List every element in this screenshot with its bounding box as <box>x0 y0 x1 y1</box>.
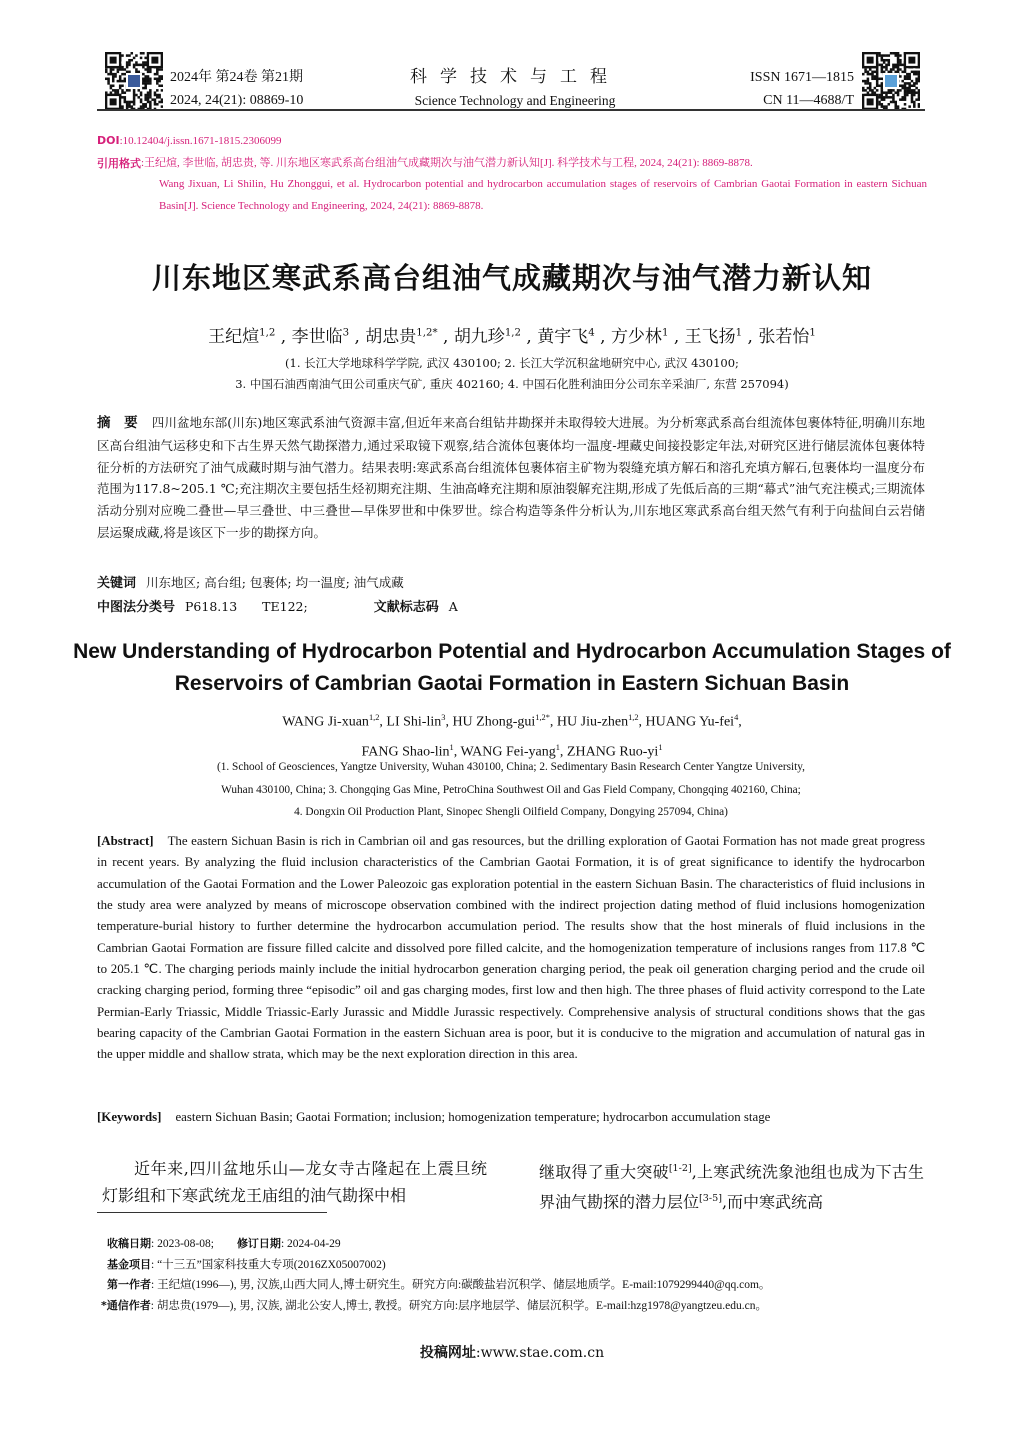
footnote-corresponding <box>101 1296 770 1317</box>
author-name: 王飞扬 <box>684 327 736 347</box>
author-name: 张若怡 <box>758 327 810 347</box>
corresponding-text: : 胡忠贵(1979—), 男, 汉族, 湖北公安人,博士, 教授。研究方向:层序地层学、储层沉积学。E-mail:hzg1978@yangtzeu.edu.cn。 <box>150 1299 767 1312</box>
author-affiliation-mark: 1 <box>658 742 663 752</box>
classification <box>97 596 458 615</box>
author-name: 王纪煊 <box>208 327 260 347</box>
journal-name-en: Science Technology and Engineering <box>414 93 616 108</box>
abstract-en <box>97 831 925 1066</box>
reference-link[interactable]: [1-2] <box>668 1163 692 1174</box>
corresponding-label: *通信作者 <box>101 1298 151 1312</box>
author-affiliation-mark: 1,2 <box>504 327 522 339</box>
footnote-fund <box>107 1255 770 1276</box>
revised-date: : 2024-04-29 <box>280 1238 341 1250</box>
author-name: 黄宇飞 <box>537 327 589 347</box>
author-name: ZHANG Ruo-yi <box>566 744 659 760</box>
citation-block <box>97 130 927 217</box>
received-date: : 2023-08-08; <box>151 1238 237 1250</box>
cite-label: 引用格式 <box>97 156 141 170</box>
author-name: 方少林 <box>610 327 662 347</box>
first-author-label: 第一作者 <box>107 1278 151 1291</box>
journal-name-cn: 科学技术与工程 <box>410 67 620 86</box>
author-name: WANG Fei-yang <box>460 744 556 760</box>
author-affiliation-mark: 1,2 <box>628 713 639 722</box>
body-text: 继取得了重大突破 <box>539 1162 669 1182</box>
author-affiliation-mark: 1 <box>555 742 560 752</box>
header-rule <box>97 109 925 111</box>
submission-url[interactable]: :www.stae.com.cn <box>475 1345 605 1361</box>
abstract-cn-text: 四川盆地东部(川东)地区寒武系油气资源丰富,但近年来高台组钻井勘探并未取得较大进展。为分析寒武系高台组流体包裹体特征,明确川东地区高台组油气运移史和下古生界天然气勘探潜力,通过采取镜下观察,结合流体包裹体均一温度-埋藏史间接投影定年法,对研究区进行储层流体包裹体特征分析的方法研究了油气成藏时期与油气潜力。结果表明:寒武系高台组流体包裹体宿主矿物为裂缝充填方解石和溶孔充填方解石,包裹体均一温度分布范围为117.8~205.1 ℃;充注期次主要包括生烃初期充注期、生油高峰充注期和原油裂解充注期,形成了先低后高的三期“幕式”油气充注模式;三期流体活动分别对应晚二叠世—早三叠世、中三叠世—早侏罗世和中侏罗世。综合构造等条件分析认为,川东地区寒武系高台组天然气有利于向盐间白云岩储层运聚成藏,将是该区下一步的勘探方向。 <box>97 415 926 540</box>
journal-name <box>380 62 650 109</box>
author-affiliation-mark: 4 <box>734 713 739 722</box>
revised-label: 修订日期 <box>236 1237 281 1250</box>
footnote-dates <box>107 1234 770 1255</box>
fund-text: : “十三五”国家科技重大专项(2016ZX05007002) <box>151 1258 386 1271</box>
abstract-en-text: The eastern Sichuan Basin is rich in Cambrian oil and gas resources, but the drilling exploration of Gaotai Formation has not made great progress in recent years. By analyzing the fluid inclusion characteristics of the Cambrian Gaotai Formation, it is of great significance to identify the hydrocarbon accumulation of the Gaotai Formation and the Lower Paleozoic gas exploration potential in the eastern Sichuan Basin. The characteristics of fluid inclusions in the study area were analyzed by means of microscope observation combined with the indirect projection dating method of fluid inclusions homogenization temperature-burial history to further determine the hydrocarbon accumulation period. The results show that the host minerals of fluid inclusions in the Cambrian Gaotai Formation are fissure filled calcite and dissolved pore filled calcite, and the homogenization temperature of inclusions ranges from 117.8 ℃ to 205.1 ℃. The charging periods mainly include the initial hydrocarbon generation charging period, the peak oil generation charging period and the crude oil cracking charging period, forming three “episodic” oil and gas charging modes, first low and then high. The three phases of fluid activity correspond to the Late Permian-Early Triassic, Middle Triassic-Early Jurassic and Middle Jurassic respectively. Comprehensive analysis of structural conditions shows that the gas bearing capacity of the Cambrian Gaotai Formation in the eastern Sichuan area is poor, but it is conducive to the migration and accumulation of natural gas in the upper middle and shallow strata, which may be the next exploration direction in this area. <box>97 834 925 1062</box>
author-name: 胡九珍 <box>453 327 505 347</box>
author-name: HU Jiu-zhen <box>556 714 629 730</box>
issue-info <box>170 66 303 112</box>
clc-label: 中图法分类号 <box>97 600 176 615</box>
author-affiliation-mark: 1,2* <box>416 327 438 339</box>
abstract-en-label: [Abstract] <box>97 834 154 848</box>
author-name: HU Zhong-gui <box>452 714 536 730</box>
issn: ISSN 1671—1815 <box>750 70 854 85</box>
cite-cn: :王纪煊, 李世临, 胡忠贵, 等. 川东地区寒武系高台组油气成藏期次与油气潜力新认知[J]. 科学技术与工程, 2024, 24(21): 8869-8878. <box>141 156 753 169</box>
submission-footer <box>0 1342 1024 1362</box>
affiliation-line: (1. School of Geosciences, Yangtze University, Wuhan 430100, China; 2. Sedimentary Basin Research Center Yangtze University, <box>216 761 806 773</box>
author-affiliation-mark: 1 <box>661 327 669 339</box>
author-affiliation-mark: 1,2 <box>259 327 276 339</box>
affiliations-cn <box>0 353 1024 395</box>
first-author-text: : 王纪煊(1996—), 男, 汉族,山西大同人,博士研究生。研究方向:碳酸盐岩沉积学、储层地质学。E-mail:1079299440@qq.com。 <box>151 1279 771 1291</box>
qr-code-left <box>105 52 163 110</box>
received-label: 收稿日期 <box>107 1237 151 1250</box>
author-name: 李世临 <box>291 327 343 347</box>
cite-en: Wang Jixuan, Li Shilin, Hu Zhonggui, et al. Hydrocarbon potential and hydrocarbon accumulation stages of reservoirs of Cambrian Gaotai Formation in eastern Sichuan Basin[J]. Science Technology and Engineering, 2024, 24(21): 8869-8878. <box>159 178 927 212</box>
footnotes <box>101 1234 771 1316</box>
affiliation-line: Wuhan 430100, China; 3. Chongqing Gas Mine, PetroChina Southwest Oil and Gas Field Company, Chongqing 402160, China; <box>221 783 801 796</box>
keywords-en <box>97 1110 925 1125</box>
page-range: 2024, 24(21): 08869-10 <box>170 93 304 108</box>
abstract-cn-label: 摘 要 <box>97 415 138 431</box>
author-name: LI Shi-lin <box>386 714 442 730</box>
keywords-en-label: [Keywords] <box>97 1110 162 1124</box>
keywords-cn-label: 关键词 <box>97 576 137 591</box>
doi-label: DOI <box>97 134 120 147</box>
qr-code-right <box>862 52 920 110</box>
submission-label: 投稿网址 <box>419 1345 476 1361</box>
keywords-en-text: eastern Sichuan Basin; Gaotai Formation; inclusion; homogenization temperature; hydrocarbon accumulation stage <box>175 1110 771 1124</box>
footnote-first-author <box>107 1275 770 1296</box>
author-name: FANG Shao-lin <box>361 744 450 760</box>
affiliation-line: 4. Dongxin Oil Production Plant, Sinopec Shengli Oilfield Company, Dongying 257094, China) <box>294 806 728 818</box>
footnote-rule <box>97 1212 327 1213</box>
author-affiliation-mark: 4 <box>588 327 595 339</box>
author-affiliation-mark: 1 <box>449 742 454 752</box>
authors-en: WANG Ji-xuan$^{1,2}$, LI Shi-lin$^3$, HU Zhong-gui$^{1,2*}$, HU Jiu-zhen$^{1,2}$, HUANG Yu-fei$^4$, FANG Shao-lin$^1$, WANG Fei-yang$^1$, ZHANG Ruo-$yi^1$ <box>282 713 742 760</box>
keywords-cn-text: 川东地区; 高台组; 包裹体; 均一温度; 油气成藏 <box>146 575 404 590</box>
reference-link[interactable]: [3-5] <box>699 1193 722 1205</box>
author-affiliation-mark: 3 <box>342 327 350 339</box>
affiliation-line: (1. 长江大学地球科学学院, 武汉 430100; 2. 长江大学沉积盆地研究中心, 武汉 430100; <box>285 356 739 370</box>
doc-code-label: 文献标志码 <box>373 600 439 615</box>
affiliation-line: 3. 中国石油西南油气田公司重庆气矿, 重庆 402160; 4. 中国石化胜利油田分公司东辛采油厂, 东营 257094) <box>235 377 789 391</box>
body-column-right <box>539 1155 924 1216</box>
issn-info <box>750 66 854 112</box>
doc-code-value: A <box>448 599 458 614</box>
abstract-cn <box>97 412 925 544</box>
authors-cn: 王纪煊$^{1,2}$ , 李世临$^3$ , 胡忠贵$^{1,2*}$ , 胡九珍$^{1,2}$ , 黄宇飞$^4$ , 方少林$^1$ , 王飞扬$^1$ , 张若怡$^1$ <box>208 327 816 347</box>
body-text: ,上寒武统洗象池组也成为下古生界油气勘探的潜力层位 <box>539 1162 924 1212</box>
clc-value: P618.13 TE122; <box>185 599 308 614</box>
issue-line: 2024年 第24卷 第21期 <box>170 70 303 85</box>
keywords-cn <box>97 572 404 591</box>
author-affiliation-mark: 1 <box>809 327 816 339</box>
author-name: 胡忠贵 <box>365 327 417 347</box>
author-affiliation-mark: 1,2* <box>535 713 550 722</box>
title-cn: 川东地区寒武系高台组油气成藏期次与油气潜力新认知 <box>151 261 872 295</box>
author-name: WANG Ji-xuan <box>282 714 369 730</box>
author-affiliation-mark: 1 <box>735 327 743 339</box>
fund-label: 基金项目 <box>107 1257 151 1271</box>
affiliations-en <box>97 756 925 824</box>
body-text: ,而中寒武统高 <box>721 1192 824 1212</box>
cn-number: CN 11—4688/T <box>763 93 854 108</box>
author-affiliation-mark: 3 <box>441 713 446 722</box>
title-en: New Understanding of Hydrocarbon Potential and Hydrocarbon Accumulation Stages of Reservoirs of Cambrian Gaotai Formation in Eastern Sichuan Basin <box>73 640 951 695</box>
author-name: HUANG Yu-fei <box>645 714 735 730</box>
author-affiliation-mark: 1,2 <box>368 713 380 722</box>
body-column-left: 近年来,四川盆地乐山—龙女寺古隆起在上震旦统灯影组和下寒武统龙王庙组的油气勘探中相 <box>102 1159 487 1205</box>
doi-link[interactable]: :10.12404/j.issn.1671-1815.2306099 <box>119 135 282 147</box>
